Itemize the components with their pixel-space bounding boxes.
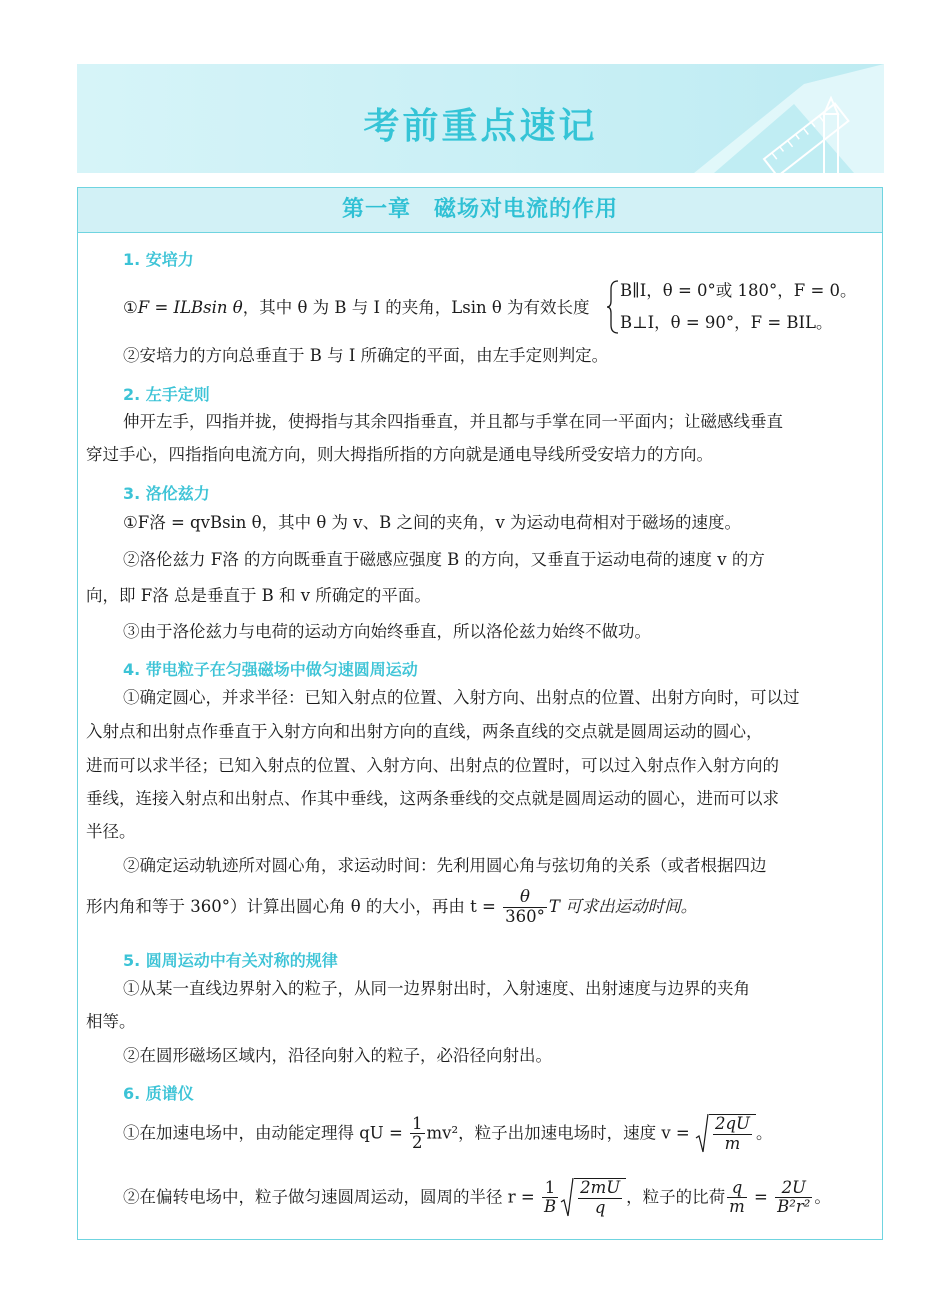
paragraph: ②安培力的方向总垂直于 B 与 I 所确定的平面，由左手定则判定。	[123, 346, 609, 365]
content-box	[77, 187, 883, 1240]
section-heading-circular-motion: 4. 带电粒子在匀强磁场中做匀速圆周运动	[123, 660, 418, 679]
square-root: $\frac{2mU}{q}$	[560, 1178, 626, 1218]
left-brace	[606, 279, 620, 335]
paragraph: 入射点和出射点作垂直于入射方向和出射方向的直线，两条直线的交点就是圆周运动的圆心，	[86, 722, 763, 741]
fraction: $\frac{2U}{\text{B²r²}}$	[777, 1177, 811, 1217]
header-banner	[77, 64, 884, 173]
paragraph: 垂线，连接入射点和出射点、作其中垂线，这两条垂线的交点就是圆周运动的圆心，进而可以求	[86, 789, 779, 808]
section-heading-lorentz-force: 3. 洛伦兹力	[123, 484, 210, 503]
acceleration-formula-line: ①在加速电场中，由动能定理得 qU = $\frac{1}{2}$ mv²，粒子出加速电场时，速度 v = $\frac{2qU}{m}$ 。	[123, 1113, 773, 1153]
section-heading-left-hand-rule: 2. 左手定则	[123, 385, 210, 404]
fraction: $\frac{\theta}{360^\circ}$	[505, 887, 545, 926]
paragraph: ①从某一直线边界射入的粒子，从同一边界射出时，入射速度、出射速度与边界的夹角	[123, 979, 750, 998]
section-heading-symmetry: 5. 圆周运动中有关对称的规律	[123, 951, 338, 970]
case-perpendicular: B⊥I，θ = 90°，F = BIL。	[620, 313, 833, 332]
paragraph: 相等。	[86, 1012, 136, 1031]
time-formula-line: 形内角和等于 360°）计算出圆心角 θ 的大小，再由 t = $\frac{\theta}{360^\circ}$ T 可求出运动时间。	[86, 887, 698, 926]
paragraph: ②在圆形磁场区域内，沿径向射入的粒子，必沿径向射出。	[123, 1046, 552, 1065]
case-parallel: B∥I，θ = 0°或 180°，F = 0。	[620, 281, 857, 300]
radius-formula-line: ②在偏转电场中，粒子做匀速圆周运动，圆周的半径 r = $\frac{1}{B}$ $\frac{2mU}{q}$ ，粒子的比荷 $\frac{q}{m}$ = $\frac{2U}{\text{B²r²}}$ 。	[123, 1177, 831, 1217]
page-title: 考前重点速记	[363, 106, 598, 147]
fraction: $\frac{1}{B}$	[543, 1177, 557, 1217]
paragraph: ③由于洛伦兹力与电荷的运动方向始终垂直，所以洛伦兹力始终不做功。	[123, 622, 651, 641]
paragraph: 进而可以求半径；已知入射点的位置、入射方向、出射点的位置时，可以过入射点作入射方向的	[86, 756, 779, 775]
fraction: $\frac{q}{m}$	[729, 1177, 745, 1217]
section-heading-ampere-force: 1. 安培力	[123, 250, 194, 269]
paragraph: ②洛伦兹力 F洛 的方向既垂直于磁感应强度 B 的方向，又垂直于运动电荷的速度 v 的方	[123, 550, 765, 569]
paragraph: 伸开左手，四指并拢，使拇指与其余四指垂直，并且都与手掌在同一平面内；让磁感线垂直	[123, 412, 783, 431]
ampere-formula-line: ①F = ILBsin θ，其中 θ 为 B 与 I 的夹角，Lsin θ 为有效长度	[123, 298, 590, 317]
fraction: $\frac{1}{2}$	[412, 1113, 423, 1153]
paragraph: 向，即 F洛 总是垂直于 B 和 v 所确定的平面。	[86, 586, 431, 605]
paragraph: 穿过手心，四指指向电流方向，则大拇指所指的方向就是通电导线所受安培力的方向。	[86, 445, 713, 464]
section-heading-mass-spectrometer: 6. 质谱仪	[123, 1084, 194, 1103]
paragraph: ②确定运动轨迹所对圆心角，求运动时间：先利用圆心角与弦切角的关系（或者根据四边	[123, 856, 767, 875]
chapter-title: 第一章 磁场对电流的作用	[78, 188, 882, 233]
paragraph: ①确定圆心，并求半径：已知入射点的位置、入射方向、出射点的位置、出射方向时，可以过	[123, 688, 800, 707]
square-root: $\frac{2qU}{m}$	[695, 1114, 756, 1154]
paragraph: 半径。	[86, 822, 136, 841]
paragraph: ①F洛 = qvBsin θ，其中 θ 为 v、B 之间的夹角，v 为运动电荷相对于磁场的速度。	[123, 513, 742, 532]
